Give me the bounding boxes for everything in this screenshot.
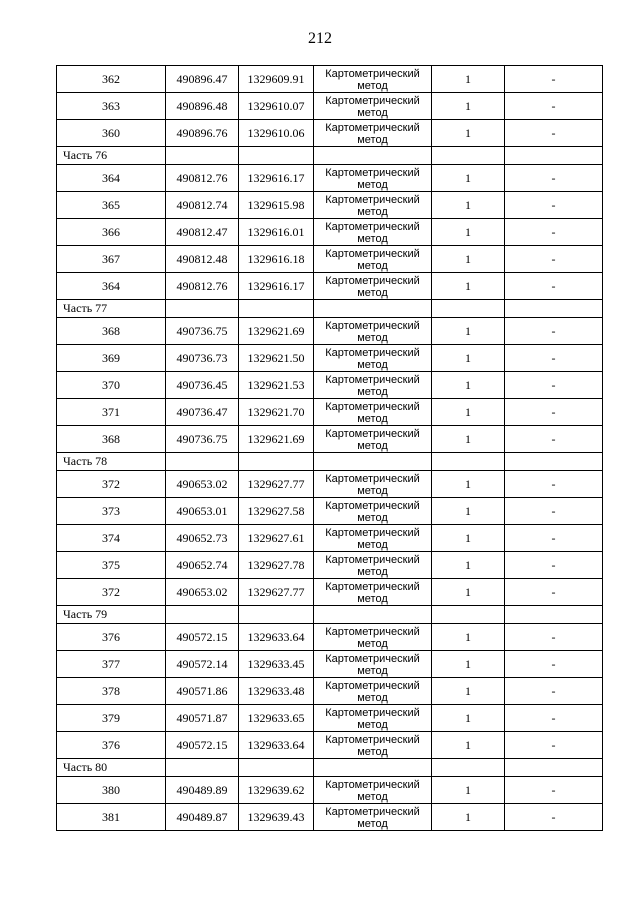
empty-cell [432,147,505,165]
empty-cell [166,759,239,777]
mt-value-cell: 1 [432,804,505,831]
method-line-1: Картометрический [325,653,420,665]
description-cell: - [505,318,603,345]
method-line-1: Картометрический [325,347,420,359]
method-cell [314,705,432,732]
mt-value-cell: 1 [432,579,505,606]
mt-value-cell: 1 [432,66,505,93]
method-line-2: метод [357,818,388,830]
part-header-row [57,453,603,471]
empty-cell [314,453,432,471]
y-coordinate-cell: 1329621.50 [239,345,314,372]
method-line-1: Картометрический [325,500,420,512]
mt-value-cell: 1 [432,120,505,147]
y-coordinate-cell: 1329627.61 [239,525,314,552]
empty-cell [166,453,239,471]
method-cell [314,66,432,93]
empty-cell [505,606,603,624]
description-cell: - [505,93,603,120]
empty-cell [166,147,239,165]
method-line-2: метод [357,692,388,704]
x-coordinate-cell: 490812.76 [166,273,239,300]
empty-cell [239,759,314,777]
y-coordinate-cell: 1329627.58 [239,498,314,525]
point-id-cell: 372 [57,579,166,606]
method-line-1: Картометрический [325,122,420,134]
method-line-2: метод [357,593,388,605]
part-label: Часть 80 [57,759,166,777]
method-line-1: Картометрический [325,779,420,791]
point-id-cell: 365 [57,192,166,219]
y-coordinate-cell: 1329609.91 [239,66,314,93]
method-line-1: Картометрический [325,428,420,440]
mt-value-cell: 1 [432,705,505,732]
point-id-cell: 364 [57,273,166,300]
point-id-cell: 376 [57,732,166,759]
table-row [57,273,603,300]
table-row [57,678,603,705]
table-row [57,552,603,579]
x-coordinate-cell: 490572.15 [166,732,239,759]
method-line-2: метод [357,539,388,551]
method-line-2: метод [357,107,388,119]
point-id-cell: 381 [57,804,166,831]
method-line-1: Картометрический [325,167,420,179]
description-cell: - [505,651,603,678]
mt-value-cell: 1 [432,552,505,579]
method-cell [314,651,432,678]
method-line-1: Картометрический [325,626,420,638]
x-coordinate-cell: 490736.73 [166,345,239,372]
x-coordinate-cell: 490812.48 [166,246,239,273]
point-id-cell: 377 [57,651,166,678]
description-cell: - [505,372,603,399]
x-coordinate-cell: 490812.76 [166,165,239,192]
method-line-2: метод [357,485,388,497]
description-cell: - [505,246,603,273]
method-cell [314,93,432,120]
description-cell: - [505,66,603,93]
method-line-1: Картометрический [325,95,420,107]
coordinates-table [56,65,603,831]
x-coordinate-cell: 490896.76 [166,120,239,147]
empty-cell [432,300,505,318]
x-coordinate-cell: 490652.73 [166,525,239,552]
description-cell: - [505,192,603,219]
table-row [57,399,603,426]
method-line-1: Картометрический [325,320,420,332]
description-cell: - [505,219,603,246]
point-id-cell: 366 [57,219,166,246]
empty-cell [314,759,432,777]
method-line-2: метод [357,233,388,245]
part-header-row [57,606,603,624]
description-cell: - [505,552,603,579]
table-row [57,246,603,273]
method-cell [314,345,432,372]
y-coordinate-cell: 1329621.69 [239,318,314,345]
description-cell: - [505,525,603,552]
table-row [57,192,603,219]
method-line-1: Картометрический [325,473,420,485]
description-cell: - [505,165,603,192]
description-cell: - [505,579,603,606]
mt-value-cell: 1 [432,498,505,525]
description-cell: - [505,426,603,453]
point-id-cell: 364 [57,165,166,192]
y-coordinate-cell: 1329616.17 [239,165,314,192]
method-line-1: Картометрический [325,554,420,566]
empty-cell [239,300,314,318]
table-row [57,804,603,831]
x-coordinate-cell: 490571.86 [166,678,239,705]
description-cell: - [505,345,603,372]
method-line-2: метод [357,665,388,677]
x-coordinate-cell: 490572.14 [166,651,239,678]
method-line-1: Картометрический [325,275,420,287]
table-row [57,777,603,804]
method-line-1: Картометрический [325,68,420,80]
empty-cell [505,147,603,165]
x-coordinate-cell: 490896.48 [166,93,239,120]
empty-cell [432,759,505,777]
method-cell [314,498,432,525]
method-line-2: метод [357,791,388,803]
x-coordinate-cell: 490812.47 [166,219,239,246]
method-cell [314,624,432,651]
table-row [57,624,603,651]
mt-value-cell: 1 [432,624,505,651]
method-cell [314,318,432,345]
table-row [57,651,603,678]
x-coordinate-cell: 490736.75 [166,318,239,345]
y-coordinate-cell: 1329639.62 [239,777,314,804]
x-coordinate-cell: 490896.47 [166,66,239,93]
method-cell [314,579,432,606]
mt-value-cell: 1 [432,732,505,759]
description-cell: - [505,624,603,651]
empty-cell [505,759,603,777]
point-id-cell: 379 [57,705,166,732]
description-cell: - [505,705,603,732]
y-coordinate-cell: 1329633.45 [239,651,314,678]
method-cell [314,552,432,579]
method-cell [314,732,432,759]
page-number: 212 [308,30,332,47]
table-row [57,579,603,606]
x-coordinate-cell: 490489.89 [166,777,239,804]
y-coordinate-cell: 1329616.18 [239,246,314,273]
method-line-1: Картометрический [325,221,420,233]
description-cell: - [505,498,603,525]
description-cell: - [505,273,603,300]
method-line-2: метод [357,206,388,218]
mt-value-cell: 1 [432,471,505,498]
x-coordinate-cell: 490653.02 [166,579,239,606]
x-coordinate-cell: 490736.47 [166,399,239,426]
y-coordinate-cell: 1329610.07 [239,93,314,120]
x-coordinate-cell: 490652.74 [166,552,239,579]
y-coordinate-cell: 1329633.64 [239,624,314,651]
mt-value-cell: 1 [432,777,505,804]
empty-cell [239,606,314,624]
x-coordinate-cell: 490653.01 [166,498,239,525]
method-line-2: метод [357,566,388,578]
method-cell [314,192,432,219]
table-row [57,471,603,498]
part-label: Часть 77 [57,300,166,318]
description-cell: - [505,399,603,426]
table-row [57,372,603,399]
empty-cell [314,300,432,318]
y-coordinate-cell: 1329621.53 [239,372,314,399]
method-line-2: метод [357,512,388,524]
part-header-row [57,300,603,318]
point-id-cell: 371 [57,399,166,426]
coordinates-table-body [57,66,603,831]
y-coordinate-cell: 1329639.43 [239,804,314,831]
point-id-cell: 376 [57,624,166,651]
point-id-cell: 368 [57,426,166,453]
method-cell [314,273,432,300]
method-line-2: метод [357,80,388,92]
method-cell [314,246,432,273]
y-coordinate-cell: 1329627.78 [239,552,314,579]
empty-cell [166,300,239,318]
point-id-cell: 372 [57,471,166,498]
method-line-2: метод [357,746,388,758]
description-cell: - [505,777,603,804]
mt-value-cell: 1 [432,651,505,678]
method-line-2: метод [357,332,388,344]
table-row [57,525,603,552]
method-line-1: Картометрический [325,581,420,593]
method-line-2: метод [357,179,388,191]
method-cell [314,219,432,246]
method-cell [314,426,432,453]
table-row [57,345,603,372]
method-line-1: Картометрический [325,374,420,386]
description-cell: - [505,120,603,147]
y-coordinate-cell: 1329621.70 [239,399,314,426]
table-row [57,66,603,93]
part-label: Часть 76 [57,147,166,165]
y-coordinate-cell: 1329633.64 [239,732,314,759]
x-coordinate-cell: 490736.75 [166,426,239,453]
method-cell [314,372,432,399]
y-coordinate-cell: 1329627.77 [239,579,314,606]
table-row [57,93,603,120]
point-id-cell: 374 [57,525,166,552]
table-row [57,165,603,192]
method-line-2: метод [357,719,388,731]
table-row [57,219,603,246]
mt-value-cell: 1 [432,399,505,426]
method-line-1: Картометрический [325,248,420,260]
y-coordinate-cell: 1329633.48 [239,678,314,705]
mt-value-cell: 1 [432,345,505,372]
method-line-2: метод [357,287,388,299]
method-line-2: метод [357,386,388,398]
mt-value-cell: 1 [432,165,505,192]
method-cell [314,120,432,147]
x-coordinate-cell: 490571.87 [166,705,239,732]
method-line-1: Картометрический [325,806,420,818]
point-id-cell: 380 [57,777,166,804]
point-id-cell: 369 [57,345,166,372]
empty-cell [505,300,603,318]
mt-value-cell: 1 [432,525,505,552]
empty-cell [314,147,432,165]
point-id-cell: 362 [57,66,166,93]
point-id-cell: 375 [57,552,166,579]
y-coordinate-cell: 1329615.98 [239,192,314,219]
mt-value-cell: 1 [432,318,505,345]
y-coordinate-cell: 1329633.65 [239,705,314,732]
y-coordinate-cell: 1329610.06 [239,120,314,147]
y-coordinate-cell: 1329621.69 [239,426,314,453]
empty-cell [239,453,314,471]
method-cell [314,678,432,705]
x-coordinate-cell: 490489.87 [166,804,239,831]
point-id-cell: 378 [57,678,166,705]
description-cell: - [505,732,603,759]
point-id-cell: 368 [57,318,166,345]
mt-value-cell: 1 [432,273,505,300]
method-line-2: метод [357,359,388,371]
method-cell [314,525,432,552]
description-cell: - [505,678,603,705]
x-coordinate-cell: 490572.15 [166,624,239,651]
description-cell: - [505,471,603,498]
y-coordinate-cell: 1329616.01 [239,219,314,246]
x-coordinate-cell: 490653.02 [166,471,239,498]
method-line-2: метод [357,260,388,272]
empty-cell [166,606,239,624]
table-row [57,732,603,759]
part-header-row [57,759,603,777]
method-line-1: Картометрический [325,734,420,746]
empty-cell [432,453,505,471]
empty-cell [314,606,432,624]
point-id-cell: 370 [57,372,166,399]
method-line-1: Картометрический [325,707,420,719]
empty-cell [239,147,314,165]
part-label: Часть 78 [57,453,166,471]
mt-value-cell: 1 [432,426,505,453]
mt-value-cell: 1 [432,246,505,273]
method-cell [314,777,432,804]
part-label: Часть 79 [57,606,166,624]
method-cell [314,399,432,426]
method-cell [314,165,432,192]
method-line-1: Картометрический [325,527,420,539]
method-line-2: метод [357,413,388,425]
table-row [57,120,603,147]
method-line-2: метод [357,440,388,452]
table-row [57,426,603,453]
method-line-2: метод [357,638,388,650]
method-cell [314,804,432,831]
mt-value-cell: 1 [432,372,505,399]
empty-cell [432,606,505,624]
mt-value-cell: 1 [432,219,505,246]
method-line-1: Картометрический [325,401,420,413]
y-coordinate-cell: 1329616.17 [239,273,314,300]
table-row [57,498,603,525]
method-line-1: Картометрический [325,680,420,692]
empty-cell [505,453,603,471]
description-cell: - [505,804,603,831]
point-id-cell: 360 [57,120,166,147]
mt-value-cell: 1 [432,678,505,705]
mt-value-cell: 1 [432,93,505,120]
point-id-cell: 363 [57,93,166,120]
x-coordinate-cell: 490812.74 [166,192,239,219]
x-coordinate-cell: 490736.45 [166,372,239,399]
method-cell [314,471,432,498]
point-id-cell: 373 [57,498,166,525]
part-header-row [57,147,603,165]
table-row [57,705,603,732]
mt-value-cell: 1 [432,192,505,219]
y-coordinate-cell: 1329627.77 [239,471,314,498]
method-line-1: Картометрический [325,194,420,206]
table-row [57,318,603,345]
point-id-cell: 367 [57,246,166,273]
method-line-2: метод [357,134,388,146]
